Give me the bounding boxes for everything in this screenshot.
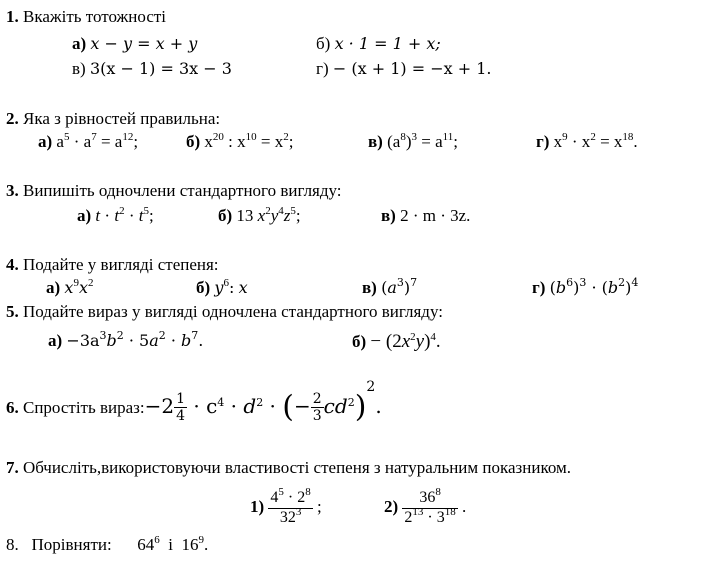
task-number: 5.	[6, 302, 19, 321]
joiner: і	[168, 535, 173, 554]
option-expression: x · 1 = 1 + x;	[334, 34, 441, 53]
option-label: а)	[72, 34, 87, 53]
task-2-option-b: б) $x^{20}$ : $x^{10} = x^2$;	[186, 131, 294, 151]
task-number: 7.	[6, 458, 19, 477]
task-2-option-c: в) $(a^8)^3 = a^{11}$;	[368, 131, 458, 151]
task-number: 4.	[6, 255, 19, 274]
option-label: а)	[38, 132, 53, 151]
task-1-heading	[6, 8, 166, 25]
task-1-option-d	[316, 60, 492, 77]
option-label: б)	[196, 278, 211, 297]
task-title: Випишіть одночлени стандартного вигляду:	[23, 181, 342, 200]
task-number: 1.	[6, 7, 19, 26]
option-label: в)	[362, 278, 377, 297]
task-3-option-b: б) 13 $x^2y^4z^5$;	[218, 205, 301, 225]
task-2-option-d: г) $x^9 \cdot x^2 = x^{18}$.	[536, 131, 638, 151]
option-label: г)	[532, 278, 546, 297]
task-number: 8.	[6, 535, 19, 554]
option-label: б)	[316, 34, 331, 53]
option-label: в)	[72, 59, 86, 78]
option-label: 2)	[384, 497, 399, 516]
option-label: а)	[46, 278, 61, 297]
task-1-option-c	[72, 60, 232, 77]
option-label: б)	[186, 132, 201, 151]
task-7-heading	[6, 459, 571, 476]
task-3-heading	[6, 182, 342, 199]
task-title: Подайте вираз у вигляді одночлена стандартного вигляду:	[23, 302, 443, 321]
task-title: Яка з рівностей правильна:	[23, 109, 221, 128]
task-number: 6.	[6, 398, 19, 417]
task-3-option-a: а) $t \cdot t^2 \cdot t^5$;	[77, 205, 154, 225]
task-5-option-a: $а) -3a^3b^2 \cdot 5a^2 \cdot b^7$.	[48, 329, 204, 350]
option-label: 1)	[250, 497, 265, 516]
task-title: Обчисліть,використовуючи властивості степеня з натуральним показником.	[23, 458, 572, 477]
expression: −2 $\frac{1}{4}$ · $c^4 \cdot d^2$ · (− $\frac{2}{3}$ $cd^2)^2$.	[144, 379, 382, 425]
task-4-option-b: б) $y^6$: x	[196, 277, 248, 297]
task-8-line: 8. Порівняти: $64^6$ і $16^9$.	[6, 534, 209, 554]
option-label: а)	[48, 331, 63, 350]
option-label: б)	[352, 332, 367, 351]
option-label: б)	[218, 206, 233, 225]
task-title: Подайте у вигляді степеня:	[23, 255, 219, 274]
option-label: в)	[368, 132, 383, 151]
task-2-heading	[6, 110, 220, 127]
task-4-option-c: в) $(a^3)^7$	[362, 276, 418, 297]
task-number: 2.	[6, 109, 19, 128]
task-3-option-c	[381, 207, 470, 224]
task-1-option-b	[316, 35, 441, 52]
task-title: Порівняти:	[31, 535, 112, 554]
task-1-option-a	[72, 35, 197, 52]
task-number: 3.	[6, 181, 19, 200]
option-label: г)	[316, 59, 329, 78]
task-7-option-1: 1) $\frac{4^5 \cdot 2^8}{32^3}$ ;	[250, 486, 322, 526]
task-2-option-a: а) $a^5 \cdot a^7 = a^{12}$;	[38, 131, 139, 151]
task-5-heading	[6, 303, 443, 320]
task-4-option-d: г) $(b^6)^3 \cdot (b^2)^4$	[532, 276, 639, 297]
option-expression: − (x + 1) = −x + 1.	[332, 59, 492, 78]
task-5-option-b: $б) - (2x^2y)^4$.	[352, 331, 441, 352]
task-4-option-a: а) $x^9x^2$	[46, 277, 94, 297]
task-7-option-2: 2) $\frac{36^8}{2^{13} \cdot 3^{18}}$ .	[384, 486, 467, 526]
option-label: в)	[381, 206, 396, 225]
option-label: г)	[536, 132, 550, 151]
option-expression: 3(x − 1) = 3x − 3	[89, 59, 232, 78]
option-expression: x − y = x + y	[90, 34, 198, 53]
task-title: Спростіть вираз:	[23, 398, 145, 417]
task-title: Вкажіть тотожності	[23, 7, 167, 26]
option-expression: 2 · m · 3z.	[400, 206, 471, 225]
task-6-line	[6, 379, 382, 446]
option-label: а)	[77, 206, 92, 225]
task-4-heading	[6, 256, 219, 273]
